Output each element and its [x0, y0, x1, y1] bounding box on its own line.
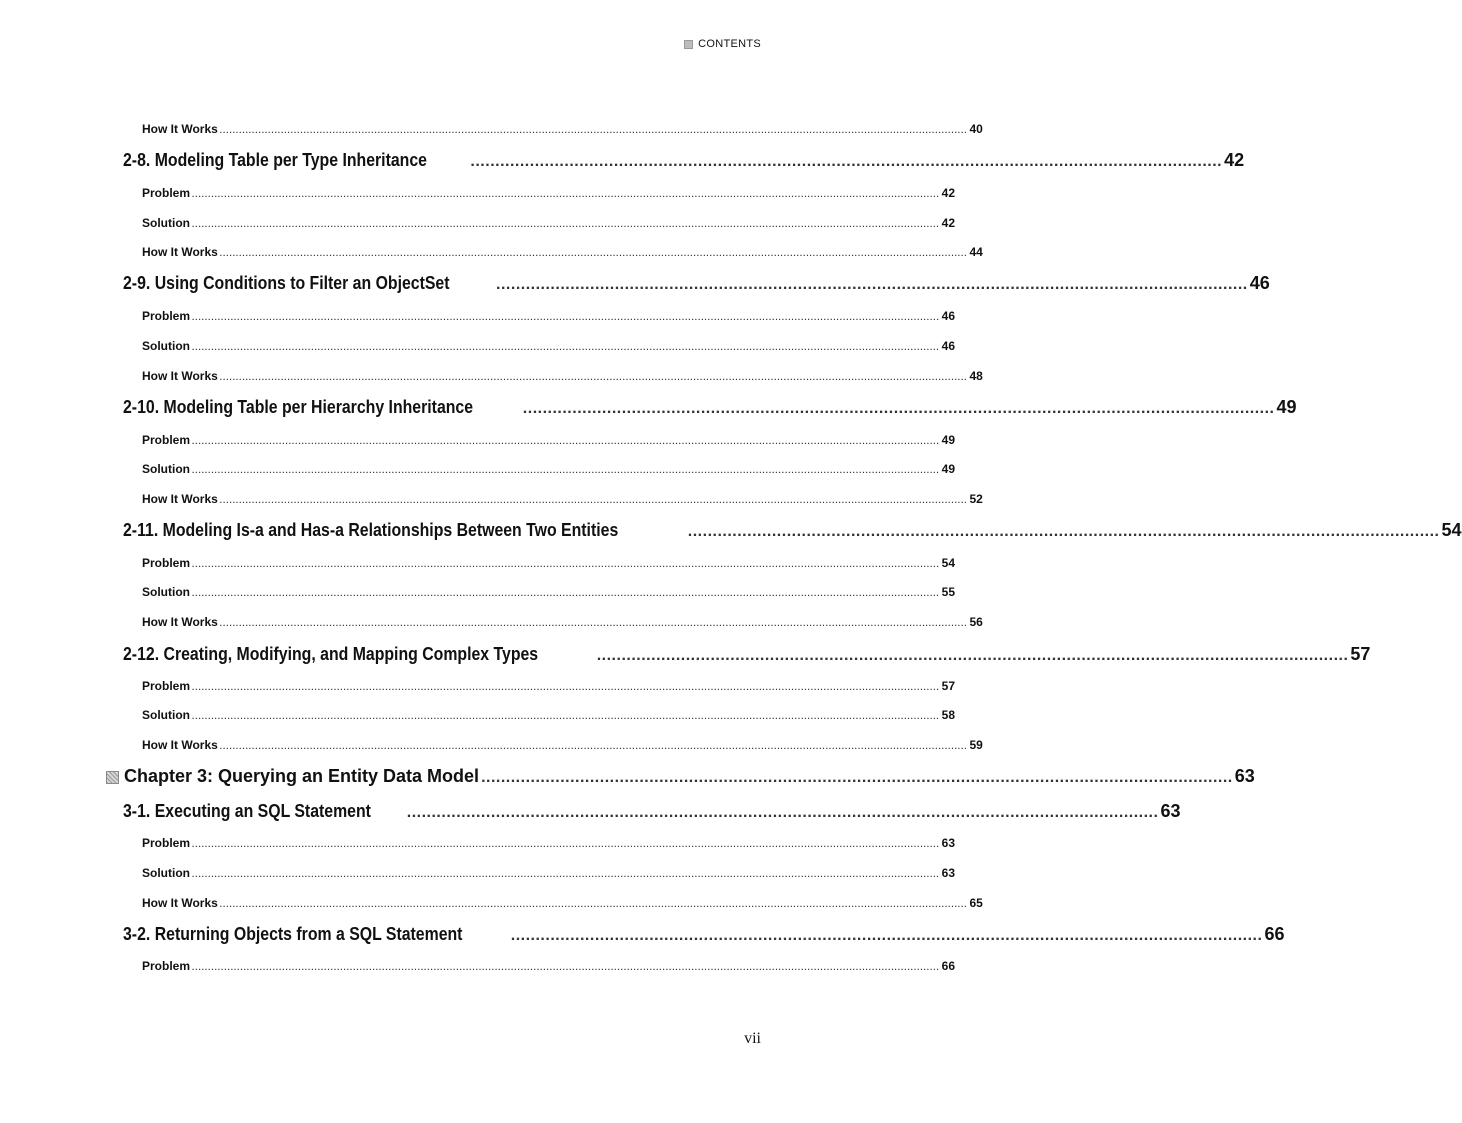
toc-entry[interactable] [0, 585, 956, 599]
toc-entry-page: 54 [1441, 520, 1462, 540]
toc-entry-title: How It Works [142, 245, 218, 259]
running-head-label: CONTENTS [698, 38, 761, 50]
dot-leader: ........................................................................................................................................................................................................................................ [219, 900, 968, 909]
dot-leader: ........................................................................................................................................................................................................................................ [219, 126, 968, 135]
toc-entry-page: 40 [969, 122, 983, 136]
toc-entry-title: How It Works [142, 369, 218, 383]
toc-entry-page: 46 [1249, 273, 1270, 293]
dot-leader: ........................................................................................................................................................ [481, 769, 1233, 786]
toc-entry-page: 63 [1160, 801, 1181, 821]
toc-entry-title: Solution [142, 462, 190, 476]
toc-entry[interactable] [0, 462, 956, 476]
dot-leader: ........................................................................................................................................................................................................................................ [219, 496, 968, 505]
toc-section-entry[interactable] [0, 520, 1462, 541]
toc-entry-title: 3-1. Executing an SQL Statement [123, 801, 371, 821]
toc-entry-page: 55 [941, 585, 956, 599]
toc-entry-title: Solution [142, 585, 190, 599]
toc-section-entry[interactable] [0, 644, 1371, 665]
toc-entry-page: 46 [941, 309, 956, 323]
toc-entry-page: 66 [941, 959, 956, 973]
toc-entry[interactable] [0, 615, 983, 629]
toc-entry[interactable] [0, 433, 956, 447]
toc-entry-title: How It Works [142, 896, 218, 910]
dot-leader: ........................................................................................................................................................................................................................................ [192, 683, 940, 692]
toc-entry[interactable] [0, 245, 983, 259]
toc-entry-title: 2-11. Modeling Is-a and Has-a Relationships Between Two Entities [123, 520, 619, 540]
dot-leader: ........................................................................................................................................................ [470, 153, 1223, 170]
toc-entry-page: 54 [941, 556, 956, 570]
dot-leader: ........................................................................................................................................................................................................................................ [219, 619, 968, 628]
dot-leader: ........................................................................................................................................................................................................................................ [192, 589, 940, 598]
toc-entry-page: 49 [941, 433, 956, 447]
toc-entry[interactable] [0, 122, 983, 136]
toc-entry-title: How It Works [142, 492, 218, 506]
toc-entry-page: 57 [1350, 644, 1371, 664]
toc-entry-page: 48 [969, 369, 983, 383]
toc-entry-title: Chapter 3: Querying an Entity Data Model [124, 766, 480, 786]
dot-leader: ........................................................................................................................................................ [510, 927, 1263, 944]
toc-entry-page: 63 [941, 866, 956, 880]
toc-entry[interactable] [0, 216, 956, 230]
dot-leader: ........................................................................................................................................................................................................................................ [192, 870, 940, 879]
toc-entry-title: Solution [142, 339, 190, 353]
toc-entry-title: How It Works [142, 738, 218, 752]
toc-entry-title: How It Works [142, 122, 218, 136]
dot-leader: ........................................................................................................................................................ [687, 523, 1440, 540]
dot-leader: ........................................................................................................................................................................................................................................ [192, 840, 940, 849]
toc-entry[interactable] [0, 556, 956, 570]
toc-entry-page: 56 [969, 615, 983, 629]
dot-leader: ........................................................................................................................................................................................................................................ [192, 190, 940, 199]
toc-entry-page: 63 [1234, 766, 1255, 786]
toc-entry-title: 2-10. Modeling Table per Hierarchy Inheritance [123, 397, 474, 417]
toc-entry-title: Problem [142, 433, 191, 447]
toc-entry-page: 63 [941, 836, 956, 850]
toc-entry-title: Problem [142, 186, 191, 200]
toc-entry-page: 42 [941, 216, 956, 230]
toc-entry[interactable] [0, 186, 956, 200]
toc-entry-page: 58 [941, 708, 956, 722]
toc-entry-page: 65 [969, 896, 983, 910]
toc-entry-title: 3-2. Returning Objects from a SQL Statement [123, 924, 463, 944]
toc-entry-title: 2-9. Using Conditions to Filter an ObjectSet [123, 273, 450, 293]
dot-leader: ........................................................................................................................................................................................................................................ [219, 373, 968, 382]
dot-leader: ........................................................................................................................................................ [406, 804, 1159, 821]
page-number: vii [744, 1030, 761, 1047]
dot-leader: ........................................................................................................................................................ [522, 400, 1275, 417]
dot-leader: ........................................................................................................................................................................................................................................ [219, 742, 968, 751]
toc-entry-title: 2-12. Creating, Modifying, and Mapping Complex Types [123, 644, 539, 664]
running-head [684, 38, 761, 50]
toc-entry-title: Solution [142, 866, 190, 880]
toc-entry-title: Problem [142, 556, 191, 570]
dot-leader: ........................................................................................................................................................................................................................................ [192, 343, 940, 352]
toc-entry-title: Problem [142, 959, 191, 973]
toc-entry-page: 49 [1276, 397, 1297, 417]
toc-section-entry[interactable] [0, 273, 1270, 294]
toc-entry-title: Solution [142, 708, 190, 722]
toc-entry-page: 42 [941, 186, 956, 200]
toc-entry-page: 49 [941, 462, 956, 476]
toc-entry[interactable] [0, 492, 983, 506]
toc-entry-page: 42 [1224, 150, 1245, 170]
dot-leader: ........................................................................................................................................................ [496, 276, 1248, 293]
toc-entry[interactable] [0, 679, 956, 693]
dot-leader: ........................................................................................................................................................................................................................................ [192, 712, 940, 721]
toc-entry-title: How It Works [142, 615, 218, 629]
dot-leader: ........................................................................................................................................................................................................................................ [192, 963, 940, 972]
toc-entry-title: Problem [142, 836, 191, 850]
toc-entry[interactable] [0, 369, 983, 383]
dot-leader: ........................................................................................................................................................................................................................................ [192, 560, 940, 569]
toc-chapter-entry[interactable] [0, 766, 1255, 787]
toc-entry-page: 66 [1264, 924, 1285, 944]
toc-section-entry[interactable] [0, 150, 1245, 171]
toc-section-entry[interactable] [0, 801, 1181, 822]
toc-entry[interactable] [0, 836, 956, 850]
toc-entry-page: 46 [941, 339, 956, 353]
toc-section-entry[interactable] [0, 924, 1285, 945]
toc-entry[interactable] [0, 738, 983, 752]
toc-entry-page: 57 [941, 679, 956, 693]
dot-leader: ........................................................................................................................................................ [596, 647, 1349, 664]
dot-leader: ........................................................................................................................................................................................................................................ [192, 313, 940, 322]
toc-entry-page: 44 [969, 245, 983, 259]
toc-entry[interactable] [0, 339, 956, 353]
toc-section-entry[interactable] [0, 397, 1297, 418]
dot-leader: ........................................................................................................................................................................................................................................ [192, 466, 940, 475]
dot-leader: ........................................................................................................................................................................................................................................ [219, 249, 968, 258]
toc-entry-title: Solution [142, 216, 190, 230]
toc-entry[interactable] [0, 309, 956, 323]
dot-leader: ........................................................................................................................................................................................................................................ [192, 437, 940, 446]
toc-entry[interactable] [0, 708, 956, 722]
toc-entry-title: Problem [142, 679, 191, 693]
toc-entry[interactable] [0, 896, 983, 910]
chapter-square-icon [106, 771, 119, 784]
toc-entry-title: Problem [142, 309, 191, 323]
toc-entry-page: 59 [969, 738, 983, 752]
toc-entry-page: 52 [969, 492, 983, 506]
toc-entry-title: 2-8. Modeling Table per Type Inheritance [123, 150, 427, 170]
toc-entry[interactable] [0, 866, 956, 880]
dot-leader: ........................................................................................................................................................................................................................................ [192, 220, 940, 229]
section-square-icon [684, 40, 693, 49]
toc-entry[interactable] [0, 959, 956, 973]
